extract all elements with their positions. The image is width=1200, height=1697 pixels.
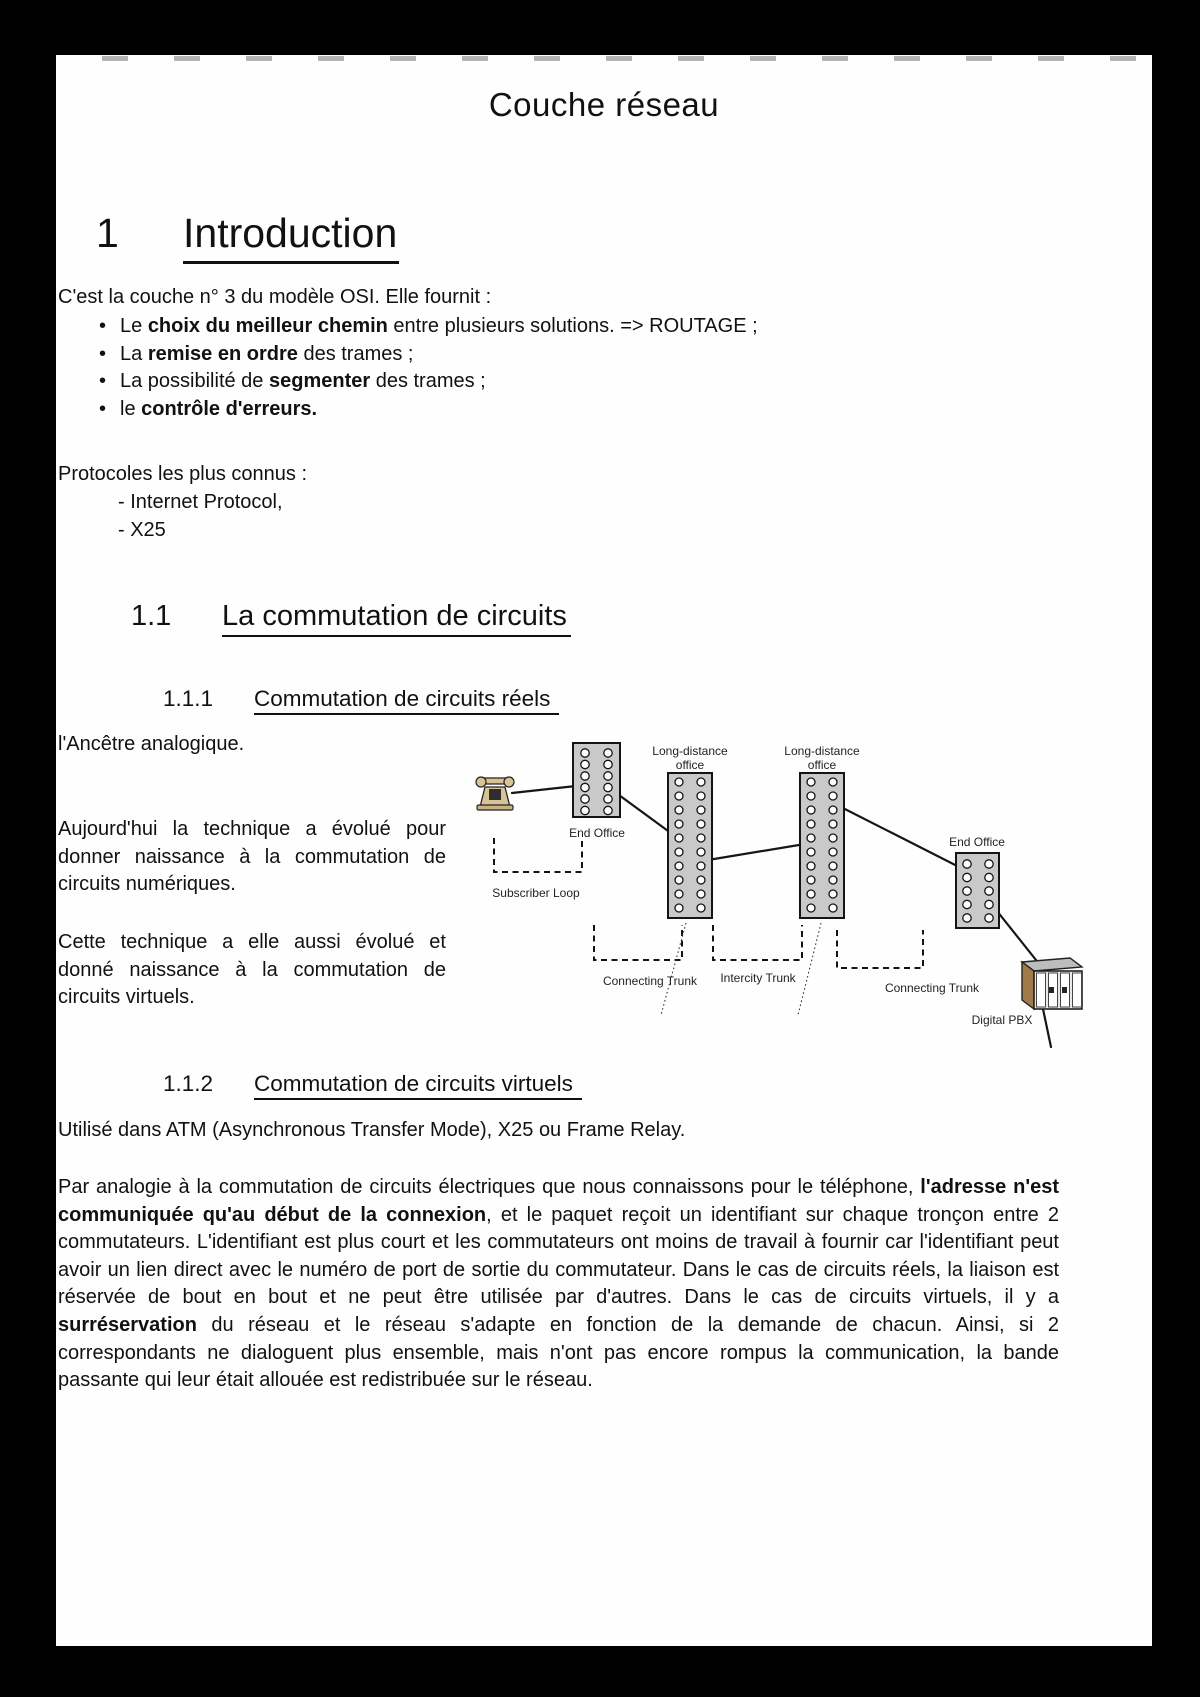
heading-number: 1.1 bbox=[131, 600, 172, 632]
list-item: • La remise en ordre des trames ; bbox=[56, 341, 758, 369]
long-distance-1-label-line1: Long-distance bbox=[652, 744, 728, 758]
digital-pbx-icon bbox=[1022, 958, 1082, 1009]
heading-number: 1 bbox=[96, 210, 119, 256]
heading-introduction bbox=[96, 210, 399, 257]
paragraph: Utilisé dans ATM (Asynchronous Transfer Mode), X25 ou Frame Relay. bbox=[58, 1119, 686, 1141]
circuit-switching-diagram bbox=[436, 675, 1086, 1060]
heading-virtual-circuits bbox=[163, 1071, 582, 1097]
paragraph: Par analogie à la commutation de circuits électriques que nous connaissons pour le téléphone, l'adresse n'est communiquée qu'au début de la connexion, et le paquet reçoit un identifiant sur chaque tronçon entre 2 commutateurs. L'identifiant est plus court et les commutateurs ont moins de travail à fournir car l'identifiant peut avoir un lien direct avec le numéro de port de sortie du commutateur. Dans le cas de circuits réels, la liaison est réservée de bout en bout et ne peut être utilisée par d'autres. Dans le cas de circuits virtuels, il y a surréservation du réseau et le réseau s'adapte en fonction de la demande de chacun. Ainsi, si 2 correspondants ne dialoguent plus ensemble, mais n'ont pas encore rompus la communication, la bande passante qui leur était allouée est redistribuée sur le réseau. bbox=[58, 1176, 1059, 1392]
protocols-list bbox=[118, 489, 283, 544]
connecting-trunk-right-label: Connecting Trunk bbox=[884, 981, 980, 995]
telephone-icon bbox=[476, 777, 514, 810]
subscriber-loop-label: Subscriber Loop bbox=[492, 886, 580, 900]
heading-label: La commutation de circuits bbox=[222, 600, 571, 637]
list-item: • La possibilité de segmenter des trames ; bbox=[56, 368, 758, 396]
leader-line-1 bbox=[661, 923, 686, 1015]
heading-label: Introduction bbox=[183, 210, 399, 264]
intro-bullet-list bbox=[56, 313, 758, 423]
paragraph: l'Ancêtre analogique. bbox=[58, 733, 245, 755]
connecting-trunk-right-bracket bbox=[837, 930, 923, 968]
list-item: • le contrôle d'erreurs. bbox=[56, 396, 758, 424]
end-office-left-box bbox=[573, 743, 620, 817]
heading-label: Commutation de circuits réels bbox=[254, 686, 559, 715]
page-title: Couche réseau bbox=[488, 86, 720, 123]
paragraph: Cette technique a elle aussi évolué et donné naissance à la commutation de circuits virtuels. bbox=[58, 931, 446, 1008]
long-distance-2-label-line2: office bbox=[807, 758, 837, 772]
protocols-lead: Protocoles les plus connus : bbox=[58, 463, 308, 485]
intro-lead-paragraph: C'est la couche n° 3 du modèle OSI. Elle fournit : bbox=[58, 286, 492, 308]
heading-number: 1.1.1 bbox=[163, 686, 214, 711]
paragraph: Aujourd'hui la technique a évolué pour donner naissance à la commutation de circuits numériques. bbox=[58, 818, 446, 895]
subscriber-loop-bracket bbox=[494, 838, 582, 872]
list-item: - X25 bbox=[118, 518, 166, 541]
list-item: • Le choix du meilleur chemin entre plusieurs solutions. => ROUTAGE ; bbox=[56, 313, 758, 341]
connecting-trunk-left-bracket bbox=[594, 925, 682, 960]
long-distance-1-label-line2: office bbox=[675, 758, 705, 772]
scan-artifact-top-edge bbox=[56, 56, 1152, 61]
list-item: - Internet Protocol, bbox=[118, 491, 283, 513]
heading-circuit-switching bbox=[131, 600, 571, 633]
document-page bbox=[56, 55, 1152, 1646]
connecting-trunk-left-label: Connecting Trunk bbox=[602, 974, 698, 988]
intercity-trunk-bracket bbox=[713, 925, 802, 960]
end-office-right-label: End Office bbox=[949, 835, 1005, 849]
digital-pbx-label: Digital PBX bbox=[971, 1013, 1033, 1027]
heading-label: Commutation de circuits virtuels bbox=[254, 1071, 582, 1100]
end-office-left-label: End Office bbox=[569, 826, 625, 840]
heading-number: 1.1.2 bbox=[163, 1071, 214, 1096]
long-distance-2-label-line1: Long-distance bbox=[784, 744, 860, 758]
pbx-drop-line bbox=[1043, 1009, 1051, 1047]
intercity-trunk-label: Intercity Trunk bbox=[720, 971, 796, 985]
